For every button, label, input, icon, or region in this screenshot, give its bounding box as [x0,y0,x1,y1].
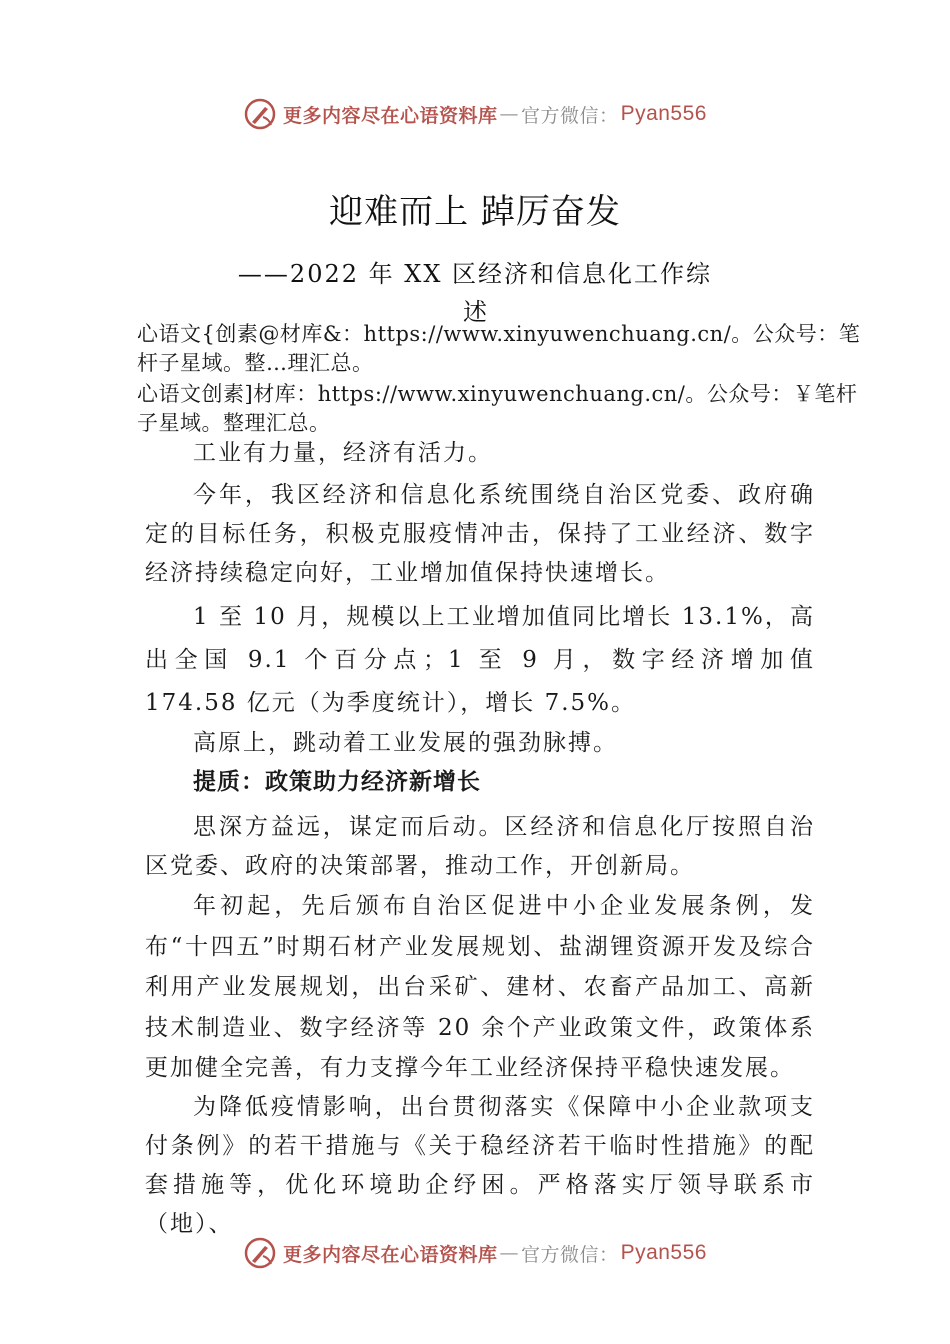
brush-logo-icon [243,97,277,131]
document-title: 迎难而上 踔厉奋发 [329,192,621,232]
brush-logo-icon [243,1236,277,1270]
banner-main-text: 更多内容尽在心语资料库 [283,104,498,127]
paragraph-epidemic: 为降低疫情影响，出台贯彻落实《保障中小企业款项支付条例》的若干措施与《关于稳经济若干临时性措施》的配套措施等，优化环境助企纾困。严格落实厅领导联系市（地）、 [145,1094,815,1237]
paragraph-intro-2: 今年，我区经济和信息化系统围绕自治区党委、政府确定的目标任务，积极克服疫情冲击，保持了工业经济、数字经济持续稳定向好，工业增加值保持快速增长。 [145,482,815,586]
document-subtitle-cont: 述 [463,298,487,326]
watermark-line-2: 心语文创素]材库：https://www.xinyuwenchuang.cn/。公众号：￥笔杆子星域。整理汇总。 [137,382,858,435]
paragraph-plateau: 高原上，跳动着工业发展的强劲脉搏。 [193,730,618,756]
banner-sub-text: 官方微信： [521,1243,619,1266]
banner-dash: — [499,1242,520,1264]
paragraph-stats: 1 至 10 月，规模以上工业增加值同比增长 13.1%，高出全国 9.1 个百分点；1 至 9 月，数字经济增加值 174.58 亿元（为季度统计），增长 7.5%。 [145,604,815,716]
paragraph-think: 思深方益远，谋定而后动。区经济和信息化厅按照自治区党委、政府的决策部署，推动工作，开创新局。 [145,814,815,879]
footer-banner [0,1233,950,1273]
banner-main-text: 更多内容尽在心语资料库 [283,1243,498,1266]
banner-dash: — [499,103,520,125]
banner-sub-text: 官方微信： [521,104,619,127]
paragraph-year-start: 年初起，先后颁布自治区促进中小企业发展条例，发布“十四五”时期石材产业发展规划、盐湖锂资源开发及综合利用产业发展规划，出台采矿、建材、农畜产品加工、高新技术制造业、数字经济等 20 余个产业政策文件，政策体系更加健全完善，有力支撑今年工业经济保持平稳快速发展。 [145,893,815,1081]
banner-wechat-id: Pyan556 [620,1241,707,1264]
header-banner [0,94,950,134]
watermark-line-1: 心语文{创素@材库&：https://www.xinyuwenchuang.cn/。公众号：笔杆子星域。整…理汇总。 [137,322,861,375]
paragraph-intro-1: 工业有力量，经济有活力。 [193,440,493,466]
document-subtitle: ——2022 年 XX 区经济和信息化工作综 [237,260,713,288]
banner-wechat-id: Pyan556 [620,102,707,125]
section-heading: 提质：政策助力经济新增长 [193,769,481,795]
